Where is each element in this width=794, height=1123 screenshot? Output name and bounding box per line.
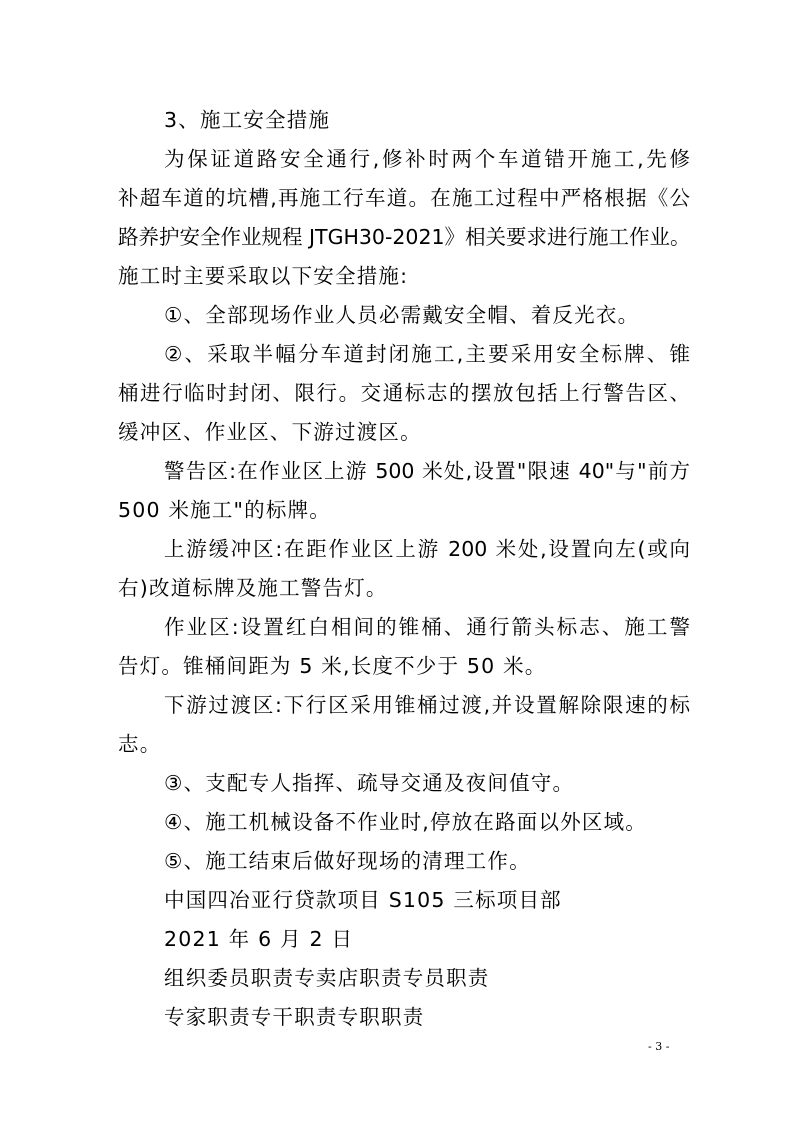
list-item: ③、支配专人指挥、疏导交通及夜间值守。 xyxy=(164,771,575,795)
paragraph-line: 下游过渡区:下行区采用锥桶过渡,并设置解除限速的标 xyxy=(164,693,690,717)
paragraph-line: 右)改道标牌及施工警告灯。 xyxy=(118,576,388,600)
paragraph-line: 专家职责专干职责专职职责 xyxy=(164,1005,425,1029)
paragraph-line: 缓冲区、作业区、下游过渡区。 xyxy=(118,420,422,444)
paragraph-line: 补超车道的坑槽,再施工行车道。在施工过程中严格根据《公 xyxy=(118,186,690,210)
paragraph-line: 志。 xyxy=(118,732,162,756)
paragraph-line: 作业区:设置红白相间的锥桶、通行箭头标志、施工警 xyxy=(164,615,690,639)
paragraph-line: 警告区:在作业区上游 500 米处,设置"限速 40"与"前方 xyxy=(164,459,690,483)
list-item: ①、全部现场作业人员必需戴安全帽、着反光衣。 xyxy=(164,303,640,327)
list-item: ②、采取半幅分车道封闭施工,主要采用安全标牌、锥 xyxy=(164,342,690,366)
section-heading: 3、施工安全措施 xyxy=(164,108,331,132)
paragraph-line: 组织委员职责专卖店职责专员职责 xyxy=(164,966,490,990)
paragraph-line: 桶进行临时封闭、限行。交通标志的摆放包括上行警告区、 xyxy=(118,381,690,405)
paragraph-line: 告灯。锥桶间距为 5 米,长度不少于 50 米。 xyxy=(118,654,547,678)
paragraph-line: 为保证道路安全通行,修补时两个车道错开施工,先修 xyxy=(164,147,690,171)
paragraph-line: 500 米施工"的标牌。 xyxy=(118,498,331,522)
paragraph-line: 施工时主要采取以下安全措施: xyxy=(118,264,409,288)
document-date: 2021 年 6 月 2 日 xyxy=(164,927,354,951)
paragraph-line: 路养护安全作业规程 JTGH30-2021》相关要求进行施工作业。 xyxy=(118,225,691,249)
organization-name: 中国四冶亚行贷款项目 S105 三标项目部 xyxy=(164,888,562,912)
list-item: ⑤、施工结束后做好现场的清理工作。 xyxy=(164,849,531,873)
paragraph-line: 上游缓冲区:在距作业区上游 200 米处,设置向左(或向 xyxy=(164,537,690,561)
list-item: ④、施工机械设备不作业时,停放在路面以外区域。 xyxy=(164,810,647,834)
page-number: - 3 - xyxy=(648,1040,670,1053)
